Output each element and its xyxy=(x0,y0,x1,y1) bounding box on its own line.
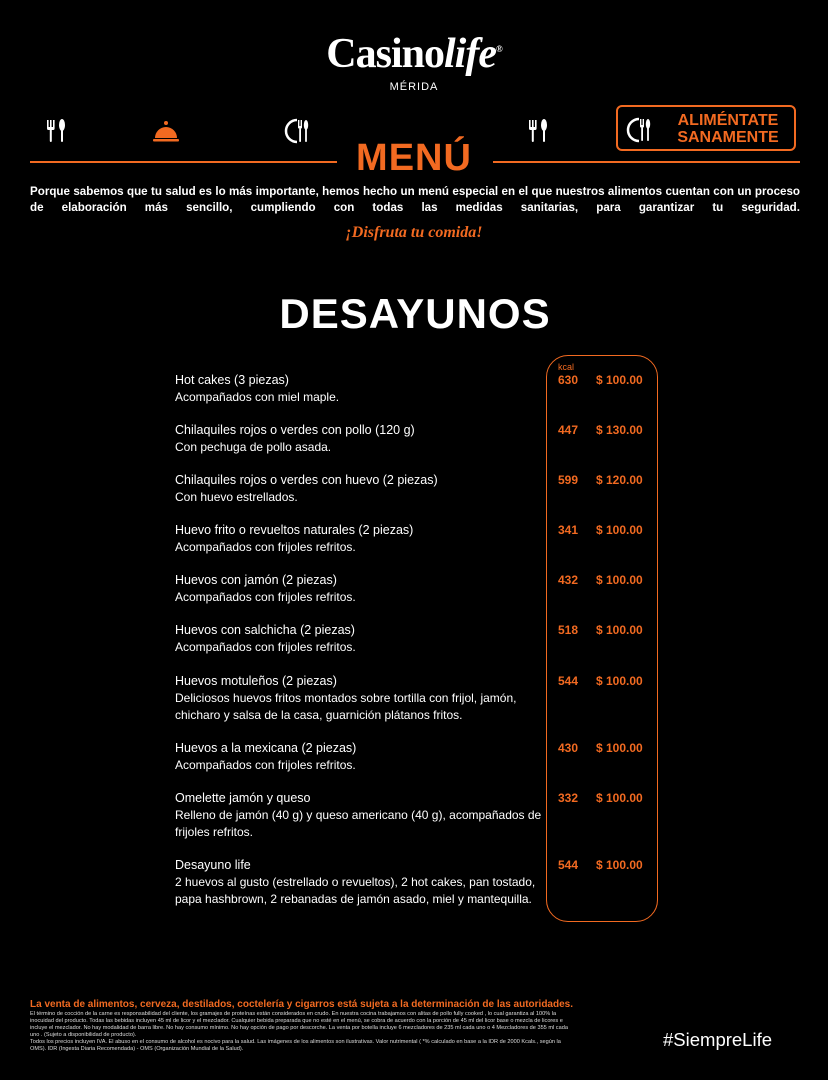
menu-item xyxy=(175,857,545,908)
footer-warning: La venta de alimentos, cerveza, destilados, coctelería y cigarros está sujeta a la determinación de las autoridades. xyxy=(30,999,574,1010)
footer-legal xyxy=(30,1011,652,1053)
item-name: Huevos a la mexicana (2 piezas) xyxy=(175,741,357,755)
item-description: Acompañados con frijoles refritos. xyxy=(175,640,356,654)
item-price: $ 100.00 xyxy=(596,791,643,805)
healthy-eating-badge xyxy=(616,105,796,151)
item-description: Acompañados con frijoles refritos. xyxy=(175,590,356,604)
badge-line-1: ALIMÉNTATE xyxy=(677,112,779,129)
item-kcal: 430 xyxy=(558,741,579,755)
legal-line: incluye el mezclador. No hay modalidad de barra libre. No hay consumo mínimo. No hay opción de pago por descorche. La venta por botella incluye 6 mezcladores de 235 ml cada uno o 4 Mezcladores de 355 ml cada xyxy=(30,1025,568,1031)
item-description: Acompañados con frijoles refritos. xyxy=(175,758,356,772)
item-description: Deliciosos huevos fritos montados sobre tortilla con frijol, jamón, chicharo y salsa de la casa, guarnición plátanos fritos. xyxy=(175,691,517,722)
item-kcal: 544 xyxy=(558,858,579,872)
badge-line-2: SANAMENTE xyxy=(677,129,779,146)
menu-item xyxy=(175,622,545,656)
title-rule-left xyxy=(30,161,337,163)
enjoy-tagline: ¡Disfruta tu comida! xyxy=(345,224,483,241)
item-name: Huevo frito o revueltos naturales (2 piezas) xyxy=(175,523,414,537)
brand-main: Casino xyxy=(326,31,444,77)
item-name: Chilaquiles rojos o verdes con pollo (120 g) xyxy=(175,423,415,437)
item-description: Acompañados con frijoles refritos. xyxy=(175,540,356,554)
item-description: Con pechuga de pollo asada. xyxy=(175,440,332,454)
item-price: $ 130.00 xyxy=(596,423,643,437)
menu-item xyxy=(175,740,545,774)
plate-utensils-icon xyxy=(624,115,654,145)
legal-line: Todos los precios incluyen IVA. El abuso en el consumo de alcohol es nocivo para la salud. Las imágenes de los alimentos son ilustrativas. Valor nutrimental ( *% calculado en base a la IDR de 2000 Kcals., según la xyxy=(30,1039,561,1045)
item-price: $ 100.00 xyxy=(596,623,643,637)
menu-title: MENÚ xyxy=(356,137,472,179)
brand-logo xyxy=(0,30,828,78)
city-label: MÉRIDA xyxy=(389,81,439,93)
brand-accent: life xyxy=(444,31,496,77)
item-name: Huevos con salchicha (2 piezas) xyxy=(175,623,355,637)
section-title: DESAYUNOS xyxy=(279,290,551,337)
item-name: Chilaquiles rojos o verdes con huevo (2 piezas) xyxy=(175,473,438,487)
legal-line: El término de cocción de la carne es responsabilidad del cliente, los gramajes de proteínas están considerados en crudo. En nuestra cocina trabajamos con alitas de pollo fully cooked , lo cual garantiza al 100% la xyxy=(30,1011,557,1017)
menu-item xyxy=(175,522,545,556)
cloche-icon xyxy=(151,116,181,146)
item-price: $ 100.00 xyxy=(596,523,643,537)
title-rule-right xyxy=(493,161,800,163)
item-description: Acompañados con miel maple. xyxy=(175,390,340,404)
menu-item xyxy=(175,790,545,841)
item-kcal: 341 xyxy=(558,523,579,537)
item-kcal: 518 xyxy=(558,623,579,637)
item-price: $ 100.00 xyxy=(596,674,643,688)
item-kcal: 599 xyxy=(558,473,579,487)
item-description: Con huevo estrellados. xyxy=(175,490,298,504)
item-kcal: 332 xyxy=(558,791,579,805)
item-kcal: 447 xyxy=(558,423,579,437)
menu-item xyxy=(175,572,545,606)
utensils-icon xyxy=(42,116,72,146)
item-price: $ 100.00 xyxy=(596,858,643,872)
item-name: Desayuno life xyxy=(175,858,251,872)
intro-text: Porque sabemos que tu salud es lo más importante, hemos hecho un menú especial en el que nuestros alimentos cuentan con un proceso de elaboración más sencillo, cumpliendo con todas las medidas sanitarias, para garantizar tu seguridad. xyxy=(30,185,800,214)
kcal-label: kcal xyxy=(558,362,575,372)
item-price: $ 100.00 xyxy=(596,573,643,587)
menu-item xyxy=(175,472,545,506)
item-name: Hot cakes (3 piezas) xyxy=(175,373,289,387)
menu-item xyxy=(175,372,545,406)
item-kcal: 544 xyxy=(558,674,579,688)
item-price: $ 120.00 xyxy=(596,473,643,487)
item-name: Huevos con jamón (2 piezas) xyxy=(175,573,337,587)
item-description: Relleno de jamón (40 g) y queso americano (40 g), acompañados de frijoles refritos. xyxy=(175,808,542,839)
item-price: $ 100.00 xyxy=(596,741,643,755)
legal-line: uno . (Sujeto a disponibilidad de producto). xyxy=(30,1032,137,1038)
legal-line: inocuidad del producto. Todas las bebidas incluyen 45 ml de licor y el mezclador. Cualquier bebida preparada que no esté en el menú, se cobra de acuerdo con la porción de 45 ml del licor base o mezcla de licores e xyxy=(30,1018,563,1024)
item-price: $ 100.00 xyxy=(596,373,643,387)
utensils-icon xyxy=(524,116,554,146)
menu-item xyxy=(175,422,545,456)
item-name: Huevos motuleños (2 piezas) xyxy=(175,674,337,688)
item-description: 2 huevos al gusto (estrellado o revueltos), 2 hot cakes, pan tostado, papa hashbrown, 2 rebanadas de jamón asado, miel y mantequilla. xyxy=(175,875,536,906)
item-name: Omelette jamón y queso xyxy=(175,791,311,805)
hashtag: #SiempreLife xyxy=(663,1029,773,1050)
legal-line: OMS). IDR (Ingesta Diaria Recomendada) - OMS (Organización Mundial de la Salud). xyxy=(30,1046,244,1052)
item-kcal: 630 xyxy=(558,373,579,387)
brand-registered-mark: ® xyxy=(495,44,502,54)
item-kcal: 432 xyxy=(558,573,579,587)
menu-item xyxy=(175,673,545,724)
badge-text xyxy=(660,112,796,146)
